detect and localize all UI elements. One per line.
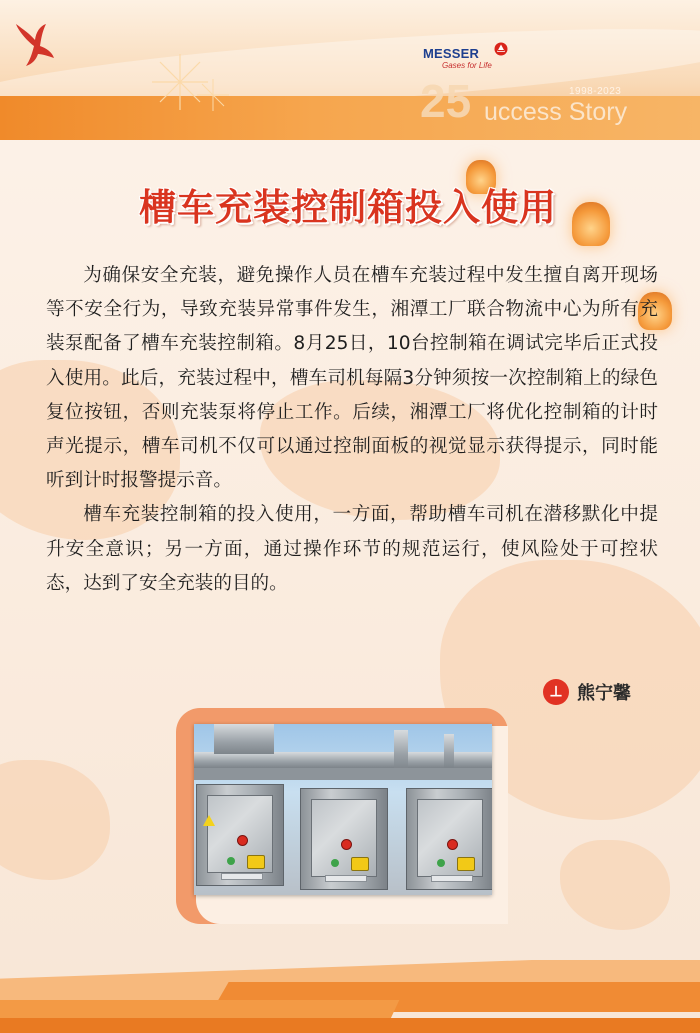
author-byline (543, 676, 631, 708)
reset-button (351, 857, 369, 871)
messer-logo-icon: ⊥ (543, 679, 569, 705)
control-box-photo (194, 724, 492, 895)
control-box (406, 788, 492, 890)
anniversary-years: 1998-2023 (569, 86, 622, 97)
footer-bands (0, 960, 700, 1033)
pipe (444, 734, 454, 768)
emergency-stop-button (447, 839, 458, 850)
dove-icon (12, 22, 56, 68)
author-name: 熊宁馨 (577, 683, 631, 704)
page-title: 槽车充装控制箱投入使用 (139, 186, 557, 229)
indicator-light (227, 857, 235, 865)
anniversary-tagline: uccess Story (484, 98, 628, 126)
pipe (394, 730, 408, 770)
control-box (300, 788, 388, 890)
map-decoration (0, 760, 110, 880)
article-body (46, 259, 658, 601)
emergency-stop-button (341, 839, 352, 850)
emergency-stop-button (237, 835, 248, 846)
indicator-light (331, 859, 339, 867)
reset-button (457, 857, 475, 871)
control-box (196, 784, 284, 886)
brand-tagline: Gases for Life (442, 61, 492, 70)
anniversary-number: 25 (420, 75, 472, 127)
indicator-light (437, 859, 445, 867)
pipe (214, 724, 274, 754)
firework-icon (196, 78, 230, 112)
article-paragraph: 槽车充装控制箱的投入使用，一方面，帮助槽车司机在潜移默化中提升安全意识；另一方面，通过操作环节的规范运行，使风险处于可控状态，达到了安全充装的目的。 (46, 504, 658, 594)
label-plate (221, 873, 263, 880)
pipe (194, 768, 492, 780)
reset-button (247, 855, 265, 869)
label-plate (325, 875, 367, 882)
map-decoration (560, 840, 670, 930)
warning-icon (203, 815, 215, 826)
brand-logo: MESSER (423, 46, 480, 61)
footer-band (0, 1018, 700, 1033)
label-plate (431, 875, 473, 882)
article-paragraph: 为确保安全充装，避免操作人员在槽车充装过程中发生擅自离开现场等不安全行为，导致充装异常事件发生，湘潭工厂联合物流中心为所有充装泵配备了槽车充装控制箱。8月25日，10台控制箱在调试完毕后正式投入使用。此后，充装过程中，槽车司机每隔3分钟须按一次控制箱上的绿色复位按钮，否则充装泵将停止工作。后续，湘潭工厂将优化控制箱的计时声光提示，槽车司机不仅可以通过控制面板的视觉显示获得提示，同时能听到计时报警提示音。 (46, 265, 658, 492)
messer-logo-icon (494, 42, 508, 56)
